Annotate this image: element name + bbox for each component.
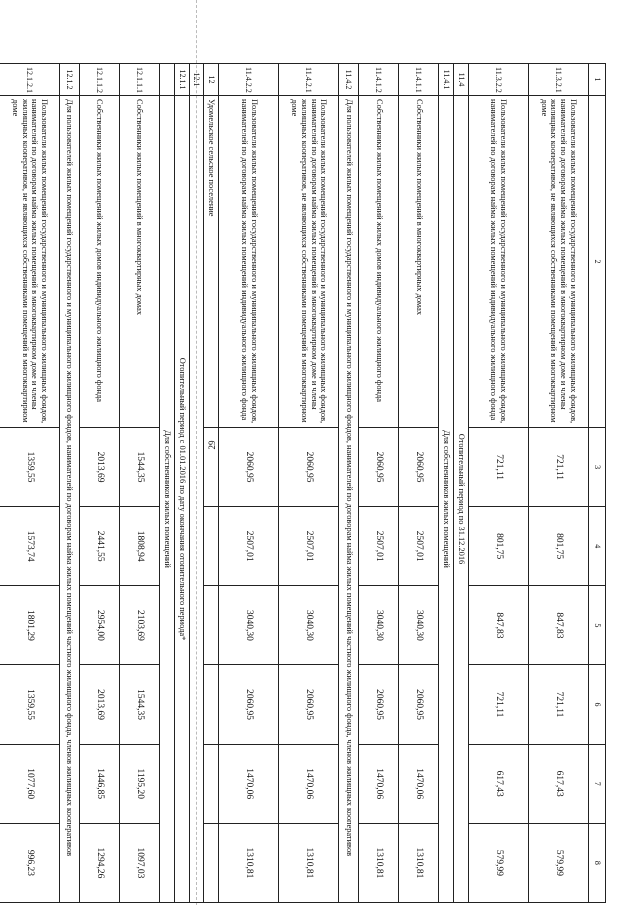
row-code: 12.1.1.1: [120, 64, 160, 96]
row-code: 12.1.1.2: [80, 64, 120, 96]
empty-cell: [204, 744, 219, 823]
row-code: 11.4: [454, 64, 469, 96]
row-code: 11.4.1.2: [359, 64, 399, 96]
row-description: Собственники жилых помещений в многоквартирных домах: [399, 96, 439, 428]
tariff-value: 2507,01: [279, 507, 339, 586]
table-row: [359, 64, 399, 903]
row-code: 11.4.1.1: [399, 64, 439, 96]
table-row: [80, 64, 120, 903]
tariff-value: 2060,95: [399, 665, 439, 744]
tariff-value: 2060,95: [279, 428, 339, 507]
row-code: 11.4.2: [339, 64, 359, 96]
tariff-value: 1470,06: [359, 744, 399, 823]
tariff-value: 1470,06: [399, 744, 439, 823]
tariff-value: 2013,69: [80, 428, 120, 507]
table-row: [279, 64, 339, 903]
tariff-value: 2507,01: [359, 507, 399, 586]
rotated-table-container: [10, 63, 606, 903]
tariff-value: 2441,55: [80, 507, 120, 586]
table-row: [120, 64, 160, 903]
tariff-value: 1573,74: [0, 507, 60, 586]
row-description: Пользователи жилых помещений государственного и муниципального жилищных фондов, нанимателей по договорам найма жилых помещений в многоквартирном доме и члены жилищных кооперативов, не являющихся собственниками помещений в многоквартирном доме: [0, 96, 60, 428]
row-description: Пользователи жилых помещений государственного и муниципального жилищных фондов, нанимателей по договорам найма жилых помещений в многоквартирном доме и члены жилищных кооперативов, не являющихся собственниками помещений в многоквартирном доме: [279, 96, 339, 428]
tariff-value: 801,75: [529, 507, 589, 586]
tariff-value: 721,11: [469, 665, 529, 744]
tariff-value: 1310,81: [219, 823, 279, 902]
column-number-row: [589, 64, 606, 903]
period-label: Для собственников жилых помещений: [439, 96, 454, 903]
column-number: 6: [589, 665, 606, 744]
table-row: [469, 64, 529, 903]
row-description: Пользователи жилых помещений государственного и муниципального жилищных фондов, нанимателей по договорам найма жилых помещений в многоквартирном доме и члены жилищных кооперативов, не являющихся собственниками помещений в многоквартирном доме: [529, 96, 589, 428]
group-row: [339, 64, 359, 903]
row-code: 12.1: [189, 64, 203, 96]
table-row: [219, 64, 279, 903]
empty-cell: [204, 665, 219, 744]
empty-cell: [204, 507, 219, 586]
tariff-value: 1310,81: [279, 823, 339, 902]
row-description: Собственники жилых помещений жилых домов индивидуального жилищного фонда: [359, 96, 399, 428]
empty-cell: [204, 428, 219, 507]
table-row: [0, 64, 60, 903]
empty-cell: [204, 586, 219, 665]
tariff-value: 1446,85: [80, 744, 120, 823]
tariff-value: 579,99: [469, 823, 529, 902]
table-row: [399, 64, 439, 903]
row-code: 11.3.2.2: [469, 64, 529, 96]
group-label: Для пользователей жилых помещений государственного и муниципального жилищного фондов, нанимателей по договорам найма жилых помещений частного жилищного фонда, членов жилищных кооперативов: [339, 96, 359, 903]
group-label: Для пользователей жилых помещений государственного и муниципального жилищного фондов, нанимателей по договорам найма жилых помещений частного жилищного фонда, членов жилищных кооперативов: [60, 96, 80, 903]
tariff-value: 801,75: [469, 507, 529, 586]
tariff-value: 2954,00: [80, 586, 120, 665]
tariff-value: 1808,94: [120, 507, 160, 586]
tariff-value: 2060,95: [359, 428, 399, 507]
tariff-value: 3040,30: [279, 586, 339, 665]
row-code: [160, 64, 175, 96]
row-code: 11.3.2.1: [529, 64, 589, 96]
section-row: [204, 64, 219, 903]
tariff-value: 1544,35: [120, 428, 160, 507]
tariff-value: 847,83: [529, 586, 589, 665]
tariff-value: 1544,35: [120, 665, 160, 744]
tariff-value: 2060,95: [399, 428, 439, 507]
row-description: Собственники жилых помещений в многоквартирных домах: [120, 96, 160, 428]
period-label: Для собственников жилых помещений: [160, 96, 175, 903]
tariff-value: 1294,26: [80, 823, 120, 902]
tariff-value: 2060,95: [219, 665, 279, 744]
tariff-value: 847,83: [469, 586, 529, 665]
tariff-value: 2013,69: [80, 665, 120, 744]
empty-cell: [204, 823, 219, 902]
tariff-table-body: [0, 64, 606, 903]
tariff-value: 1801,29: [0, 586, 60, 665]
period-label: Отопительный период с 01.01.2016 по дату окончания отопительного периода*: [174, 96, 189, 903]
table-row: [529, 64, 589, 903]
group-row: [60, 64, 80, 903]
tariff-value: 1470,06: [219, 744, 279, 823]
row-description: Пользователи жилых помещений государственного и муниципального жилищных фондов, нанимателей по договорам найма жилых помещений индивидуального жилищного фонда: [469, 96, 529, 428]
period-row: [454, 64, 469, 903]
row-description: Пользователи жилых помещений государственного и муниципального жилищных фондов, нанимателей по договорам найма жилых помещений индивидуального жилищного фонда: [219, 96, 279, 428]
tariff-value: 2507,01: [219, 507, 279, 586]
row-code: 11.4.2.2: [219, 64, 279, 96]
tariff-value: 1470,06: [279, 744, 339, 823]
tariff-value: 721,11: [529, 665, 589, 744]
row-code: 12.1.1: [174, 64, 189, 96]
row-description: Собственники жилых помещений жилых домов индивидуального жилищного фонда: [80, 96, 120, 428]
tariff-value: 579,99: [529, 823, 589, 902]
tariff-value: 2103,69: [120, 586, 160, 665]
tariff-value: 1359,55: [0, 428, 60, 507]
tariff-value: 996,23: [0, 823, 60, 902]
tariff-value: 2060,95: [279, 665, 339, 744]
row-code: 11.4.2.1: [279, 64, 339, 96]
row-code: 11.4.1: [439, 64, 454, 96]
blank-row: [189, 64, 203, 903]
page-number: 29: [207, 440, 217, 450]
column-number: 3: [589, 428, 606, 507]
period-row: [160, 64, 175, 903]
tariff-value: 1097,03: [120, 823, 160, 902]
empty-cell: [189, 96, 203, 903]
period-label: Отопительный период по 31.12.2016: [454, 96, 469, 903]
tariff-value: 1195,20: [120, 744, 160, 823]
tariff-value: 3040,30: [399, 586, 439, 665]
tariff-value: 721,11: [469, 428, 529, 507]
tariff-value: 1077,60: [0, 744, 60, 823]
section-title: Удомельское сельское поселение: [204, 96, 219, 428]
row-code: 12.1.2: [60, 64, 80, 96]
tariff-value: 1359,55: [0, 665, 60, 744]
tariff-value: 2507,01: [399, 507, 439, 586]
row-code: 12.1.2.1: [0, 64, 60, 96]
tariff-value: 3040,30: [359, 586, 399, 665]
column-number: 1: [589, 64, 606, 96]
tariff-table: [0, 63, 606, 903]
column-number: 2: [589, 96, 606, 428]
column-number: 5: [589, 586, 606, 665]
tariff-value: 3040,30: [219, 586, 279, 665]
tariff-value: 617,43: [469, 744, 529, 823]
column-number: 7: [589, 744, 606, 823]
period-row: [174, 64, 189, 903]
tariff-value: 721,11: [529, 428, 589, 507]
column-number: 8: [589, 823, 606, 902]
tariff-value: 617,43: [529, 744, 589, 823]
tariff-value: 2060,95: [359, 665, 399, 744]
period-row: [439, 64, 454, 903]
tariff-value: 1310,81: [399, 823, 439, 902]
tariff-value: 1310,81: [359, 823, 399, 902]
tariff-value: 2060,95: [219, 428, 279, 507]
column-number: 4: [589, 507, 606, 586]
row-code: 12: [204, 64, 219, 96]
